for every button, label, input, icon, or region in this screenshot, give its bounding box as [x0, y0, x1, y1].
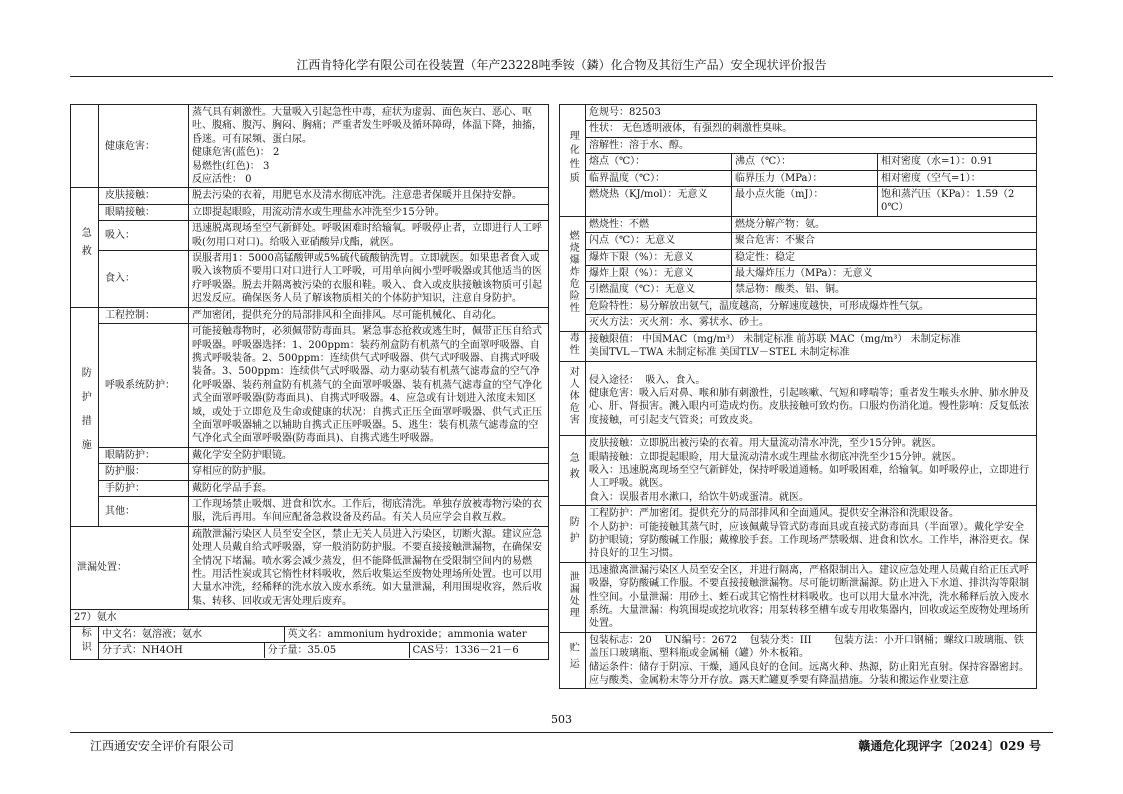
health-hazard-text: 侵入途径： 吸入、食入。 健康危害：吸入后对鼻、喉和肺有刺激性，引起咳嗽、气短和哮喘等；重者发生喉头水肿、肺水肿及心、肝、肾损害。溅入眼内可造成灼伤。皮肤接触可致灼伤。口服灼伤消化道。慢性影响：反复低浓度接触，可引起支气管炎；可致皮炎。: [586, 361, 1037, 436]
storage-text: 包装标志：20 UN编号：2672 包装分类：III 包装方法：小开口钢桶；螺纹口玻璃瓶、铁盖压口玻璃瓶、塑料瓶或金属桶（罐）外木板箱。 储运条件：储存于阴凉、干燥，通风良好的仓间。远离火种、热源，防止阳光直射。保持容器密封。应与酸类、金属粉末等分开存放。露天贮罐夏季要有降温措施。分装和搬运作业要注意: [586, 632, 1037, 689]
blank-section-cell: [71, 105, 99, 188]
boiling-point: 沸点（℃）：: [732, 154, 878, 170]
incompatibles: 禁忌物：酸类、铝、铜。: [732, 282, 1037, 298]
footer-company: 江西通安安全评价有限公司: [90, 739, 235, 753]
health-label: 健康危害：: [99, 105, 189, 188]
health-text: 蒸气具有刺激性。大量吸入引起急性中毒，症状为虚弱、面色灰白、恶心、呕吐、腹痛、腹泻、胸闷、胸痛；严重者发生呼吸及循环障碍，体温下降，抽搐，昏迷。可有尿频、蛋白尿。 健康危害(蓝色)： 2 易燃性(红色)： 3 反应活性： 0: [189, 105, 549, 188]
en-name: 英文名：ammonium hydroxide；ammonia water: [284, 627, 549, 643]
resp-label: 呼吸系统防护：: [99, 324, 189, 448]
page-header: 江西肯特化学有限公司在役装置（年产23228吨季铵（鏻）化合物及其衍生产品）安全现状评价报告: [296, 58, 827, 72]
eye-label: 眼睛接触：: [99, 204, 189, 220]
cas-number: CAS号：1336－21－6: [409, 643, 549, 658]
ingest-label: 食入：: [99, 251, 189, 308]
formula: 分子式：NH4OH: [99, 643, 264, 658]
extinguishing: 灭火方法：灭火剂：水、雾状水、砂土。: [586, 315, 1037, 331]
flammability: 燃烧性：不燃: [586, 217, 732, 233]
leak-section: 泄漏处理: [560, 562, 586, 632]
max-explosion-pressure: 最大爆炸压力（MPa）：无意义: [732, 266, 1037, 282]
footer-rule: [70, 732, 1053, 733]
page-number: 503: [551, 713, 572, 726]
critical-temp: 临界温度（℃）：: [586, 170, 732, 186]
eyeprot-text: 戴化学安全防护眼镜。: [189, 447, 549, 463]
polymerization: 聚合危害：不聚合: [732, 233, 1037, 249]
hand-text: 戴防化学品手套。: [189, 480, 549, 496]
flash-point: 闪点（℃）：无意义: [586, 233, 732, 249]
exposure-limits: 接触限值： 中国MAC（mg/m³） 未制定标准 前苏联 MAC（mg/m³） 未制定标准 美国TVL－TWA 未制定标准 美国TLV－STEL 未制定标准: [586, 332, 1037, 361]
footer-doc-number: 赣通危化现评字〔2024〕029 号: [858, 739, 1041, 753]
vapor-pressure: 饱和蒸汽压（KPa）：1.59（20℃）: [878, 187, 1037, 217]
lower-explosive-limit: 爆炸下限（%）：无意义: [586, 249, 732, 265]
firstaid-section: 急救: [71, 188, 99, 307]
melting-point: 熔点（℃）：: [586, 154, 732, 170]
combustion-heat: 燃烧热（KJ/mol）：无意义: [586, 187, 732, 217]
right-msds-table: [559, 104, 1037, 689]
inhale-text: 迅速脱离现场至空气新鲜处。呼吸困难时给输氧。呼吸停止者，立即进行人工呼吸(勿用口对口)。给吸入亚硝酸异戊酯，就医。: [189, 221, 549, 251]
header-rule: [70, 76, 1053, 77]
hazard-no: 危规号：82503: [586, 105, 1037, 121]
left-msds-table: [70, 104, 549, 660]
skin-label: 皮肤接触：: [99, 188, 189, 204]
suit-text: 穿相应的防护服。: [189, 464, 549, 480]
suit-label: 防护服：: [99, 464, 189, 480]
leak-text: 疏散泄漏污染区人员至安全区，禁止无关人员进入污染区，切断火源。建议应急处理人员戴自给式呼吸器，穿一般消防防护服。不要直接接触泄漏物，在确保安全情况下堵漏。喷水雾会减少蒸发，但不能降低泄漏物在受限制空间内的易燃性。用活性炭或其它惰性材料吸收，然后收集运至废物处理场所处置。也可以用大量水冲洗，经稀释的洗水放入废水系统。如大量泄漏，利用围堤收容，然后收集、转移、回收或无害处理后废弃。: [189, 526, 549, 609]
leak-handling-text: 迅速撤离泄漏污染区人员至安全区，并进行隔离，严格限制出入。建议应急处理人员戴自给正压式呼吸器，穿防酸碱工作服。不要直接接触泄漏物。尽可能切断泄漏源。防止进入下水道、排洪沟等限制性空间。小量泄漏：用砂土、蛭石或其它惰性材料吸收。也可以用大量水冲洗，洗水稀释后放入废水系统。大量泄漏：构筑围堤或挖坑收容；用泵转移至槽车或专用收集器内，回收或运至废物处理场所处置。: [586, 562, 1037, 632]
item-27-title: 27）氨水: [71, 610, 549, 626]
fire-section: 燃烧爆炸危险性: [560, 217, 586, 331]
solubility: 溶解性：溶于水、醇。: [586, 137, 1037, 153]
autoignition-temp: 引燃温度（℃）：无意义: [586, 282, 732, 298]
eyeprot-label: 眼睛防护：: [99, 447, 189, 463]
ingest-text: 误服者用1：5000高锰酸钾或5%硫代硫酸钠洗胃。立即就医。如果患者食入或吸入该物质不要用口对口进行人工呼吸，可用单向阀小型呼吸器或其他适当的医疗呼吸器。脱去并隔离被污染的衣服和鞋。吸入、食入或皮肤接触该物质可引起迟发反应。确保医务人员了解该物质相关的个体防护知识，注意自身防护。: [189, 251, 549, 308]
appearance: 性状： 无色透明液体，有强烈的刺激性臭味。: [586, 121, 1037, 137]
skin-text: 脱去污染的衣着，用肥皂水及清水彻底冲洗。注意患者保暖并且保持安静。: [189, 188, 549, 204]
first-aid-text: 皮肤接触：立即脱出被污染的衣着。用大量流动清水冲洗，至少15分钟。就医。 眼睛接触：立即提起眼睑，用大量流动清水或生理盐水彻底冲洗至少15分钟。就医。 吸入：迅速脱离现场至空气新鲜处，保持呼吸道通畅。如呼吸困难，给输氧。如呼吸停止，立即进行人工呼吸。就医。 食入：误服者用水漱口，给饮牛奶或蛋清。就医。: [586, 436, 1037, 506]
eye-text: 立即提起眼睑，用流动清水或生理盐水冲洗至少15分钟。: [189, 204, 549, 220]
aid-section: 急救: [560, 436, 586, 506]
combustion-products: 燃烧分解产物：氨。: [732, 217, 1037, 233]
health-section: 对人体危害: [560, 361, 586, 436]
other-label: 其他：: [99, 496, 189, 526]
hand-label: 手防护：: [99, 480, 189, 496]
upper-explosive-limit: 爆炸上限（%）：无意义: [586, 266, 732, 282]
prot-section: 防护: [560, 506, 586, 563]
leak-label: 泄漏处置：: [71, 526, 189, 609]
protect-section: 防护措施: [71, 307, 99, 526]
critical-pressure: 临界压力（MPa）：: [732, 170, 878, 186]
inhale-label: 吸入：: [99, 221, 189, 251]
eng-text: 严加密闭，提供充分的局部排风和全面排风。尽可能机械化、自动化。: [189, 307, 549, 323]
resp-text: 可能接触毒物时，必须佩带防毒面具。紧急事态抢救或逃生时，佩带正压自给式呼吸器。呼吸器选择：1、200ppm：装药剂盒防有机蒸气的全面罩呼吸器、自携式呼吸装备。2、500ppm：连续供气式呼吸器、供气式呼吸器、自携式呼吸装备。3、500ppm：连续供气式呼吸器、动力驱动装有机蒸气滤毒盒的空气净化呼吸器、装药剂盒防有机蒸气的全面罩呼吸器、装有机蒸气滤毒盒的空气净化式全面罩呼吸器(防毒面具)、自携式呼吸器。4、应急或有计划进入浓度未知区域，或处于立即危及生命或健康的状况：自携式正压全面罩呼吸器、供气式正压全面罩呼吸器辅之以辅助自携式正压呼吸器。5、逃生：装有机蒸气滤毒盒的空气净化式全面罩呼吸器(防毒面具)、自携式逃生呼吸器。: [189, 324, 549, 448]
store-section: 贮运: [560, 632, 586, 689]
protection-text: 工程防护：严加密闭。提供充分的局部排风和全面通风。提供安全淋浴和洗眼设备。 个人防护：可能接触其蒸气时，应该佩戴导管式防毒面具或直接式防毒面具（半面罩）。戴化学安全防护眼镜；穿防酸碱工作服；戴橡胶手套。工作现场严禁吸烟、进食和饮水。工作毕，淋浴更衣。保持良好的卫生习惯。: [586, 506, 1037, 563]
cn-name: 中文名：氨溶液；氨水: [99, 627, 284, 643]
rel-density-water: 相对密度（水=1）：0.91: [878, 154, 1037, 170]
molecular-weight: 分子量：35.05: [264, 643, 409, 658]
ident-section: 标识: [71, 626, 99, 659]
rel-density-air: 相对密度（空气=1）：: [878, 170, 1037, 186]
min-ignition-energy: 最小点火能（mJ）：: [732, 187, 878, 217]
hazard-property: 危险特性：易分解放出氨气，温度越高，分解速度越快，可形成爆炸性气氛。: [586, 298, 1037, 314]
eng-label: 工程控制：: [99, 307, 189, 323]
other-text: 工作现场禁止吸烟、进食和饮水。工作后，彻底清洗。单独存放被毒物污染的衣服，洗后再用。车间应配备急救设备及药品。有关人员应学会自救互救。: [189, 496, 549, 526]
phys-section: 理化性质: [560, 105, 586, 217]
tox-section: 毒性: [560, 332, 586, 361]
stability: 稳定性：稳定: [732, 249, 1037, 265]
